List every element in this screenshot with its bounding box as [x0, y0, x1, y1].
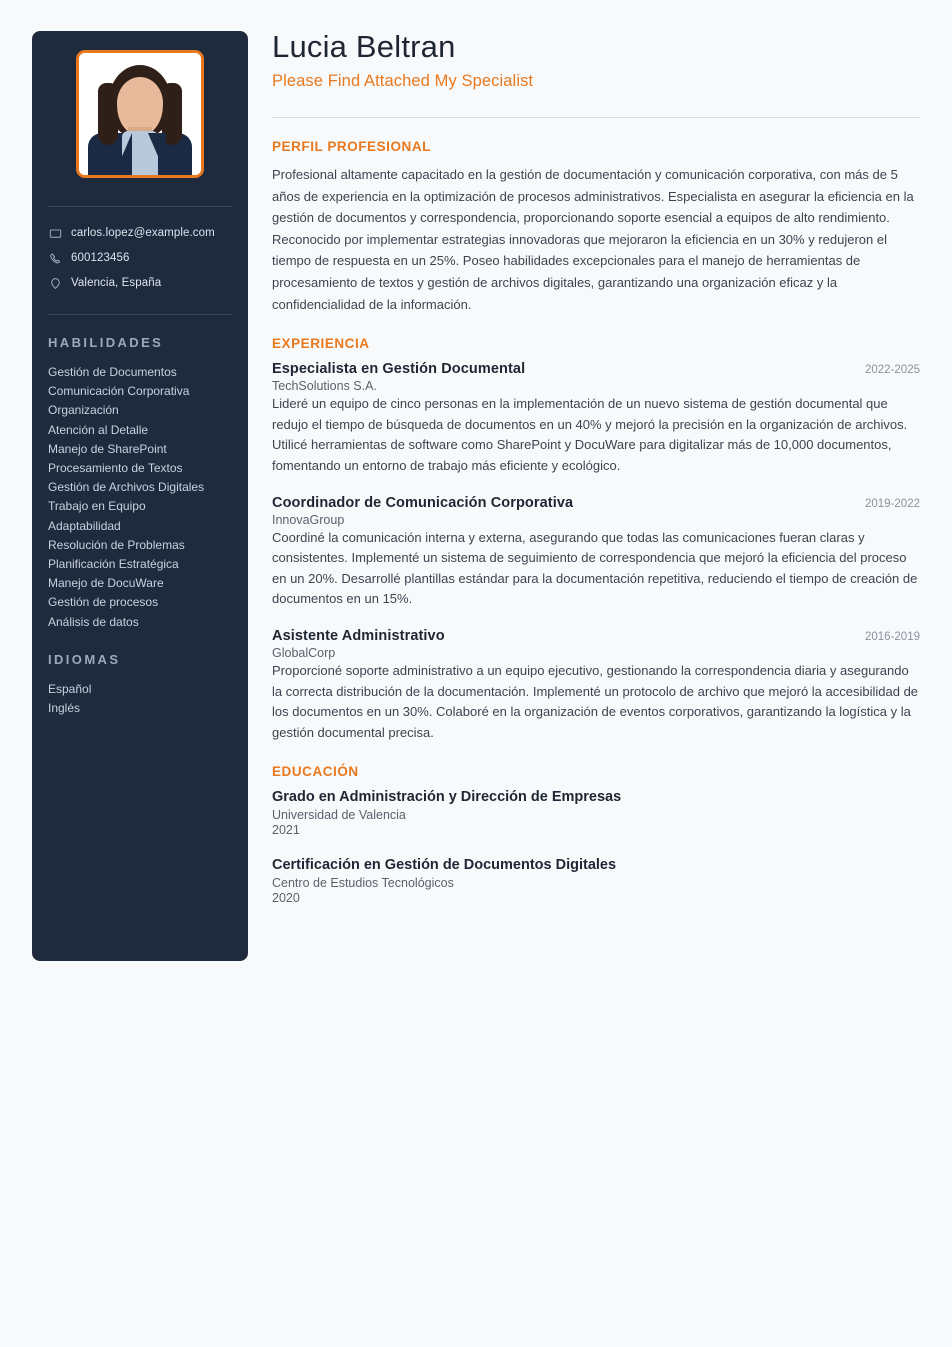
skills-heading: HABILIDADES — [48, 335, 164, 350]
degree-title: Grado en Administración y Dirección de Empresas — [272, 789, 622, 806]
degree-title: Certificación en Gestión de Documentos Digitales — [272, 857, 617, 874]
job-title: Especialista en Gestión Documental — [272, 361, 526, 378]
experience-entry — [272, 361, 920, 476]
section-heading-education: EDUCACIÓN — [272, 764, 359, 780]
list-item: Adaptabilidad — [48, 518, 121, 533]
list-item: Análisis de datos — [48, 614, 139, 629]
sidebar-divider-bottom — [48, 314, 232, 315]
graduation-year: 2021 — [272, 823, 300, 838]
list-item: Manejo de SharePoint — [48, 441, 167, 456]
list-item: Trabajo en Equipo — [48, 499, 146, 514]
page-title: Lucia Beltran — [272, 29, 456, 64]
list-item: Organización — [48, 403, 119, 418]
education-list — [272, 789, 920, 905]
contact-phone-value: 600123456 — [71, 252, 130, 264]
contact-email-value: carlos.lopez@example.com — [71, 227, 215, 239]
contact-location[interactable] — [48, 271, 232, 295]
profile-text: Profesional altamente capacitado en la gestión de documentación y comunicación corporativa, con más de 5 años de experiencia en la optimización de procesos administrativos. Especialista en asegurar la eficiencia en la gestión de documentos y correspondencia, proporcionando soporte esencial a equipos de alto rendimiento. Reconocido por implementar estrategias innovadoras que mejoraron la eficiencia en un 30% y redujeron el tiempo de respuesta en un 25%. Poseo habilidades excepcionales para el manejo de herramientas de procesamiento de textos y gestión de archivos digitales, garantizando una organización eficaz y la confidencialidad de la información. — [272, 167, 914, 312]
list-item: Manejo de DocuWare — [48, 576, 164, 591]
list-item: Inglés — [48, 701, 81, 716]
list-item: Procesamiento de Textos — [48, 461, 183, 476]
portrait-illustration — [79, 53, 201, 175]
experience-entry — [272, 495, 920, 610]
envelope-icon — [48, 226, 62, 240]
entry-header — [272, 495, 920, 511]
institution-name: Centro de Estudios Tecnológicos — [272, 876, 454, 891]
job-company: InnovaGroup — [272, 512, 345, 527]
job-company: GlobalCorp — [272, 645, 336, 660]
list-item: Comunicación Corporativa — [48, 384, 190, 399]
job-description: Proporcioné soporte administrativo a un equipo ejecutivo, gestionando la correspondencia diaria y asegurando la correcta distribución de la documentación. Implementé un protocolo de archivo que mejoró la accesibilidad de los documentos en un 30%. Colaboré en la organización de eventos corporativos, garantizando la logística y la gestión documental precisa. — [272, 662, 919, 740]
institution-name: Universidad de Valencia — [272, 808, 406, 823]
header-divider — [272, 117, 920, 118]
profile-photo — [76, 50, 204, 178]
job-date: 2016-2019 — [865, 630, 920, 643]
job-description: Coordiné la comunicación interna y externa, asegurando que todas las comunicaciones fueran claras y consistentes. Implementé un sistema de seguimiento de correspondencia que mejoró la eficiencia del proceso en un 20%. Desarrollé plantillas estándar para la documentación repetitiva, reduciendo el tiempo de creación de documentos en un 15%. — [272, 529, 918, 607]
graduation-year: 2020 — [272, 891, 300, 906]
list-item: Gestión de Documentos — [48, 365, 177, 379]
languages-section — [32, 652, 248, 718]
sidebar — [32, 31, 248, 961]
experience-list — [272, 361, 920, 743]
contact-phone[interactable] — [48, 246, 232, 270]
entry-header — [272, 628, 920, 644]
list-item: Resolución de Problemas — [48, 537, 185, 552]
list-item: Español — [48, 681, 92, 696]
education-entry — [272, 789, 920, 837]
contact-list — [32, 207, 248, 295]
list-item: Atención al Detalle — [48, 422, 149, 437]
list-item: Gestión de Archivos Digitales — [48, 480, 205, 495]
entry-header — [272, 361, 920, 377]
photo-container — [32, 50, 248, 178]
phone-icon — [48, 251, 62, 265]
main-content — [272, 28, 920, 905]
job-date: 2022-2025 — [865, 364, 920, 377]
section-heading-profile: PERFIL PROFESIONAL — [272, 139, 431, 154]
languages-heading: IDIOMAS — [48, 651, 121, 667]
location-pin-icon — [48, 276, 62, 290]
contact-email[interactable] — [48, 221, 232, 245]
job-title: Coordinador de Comunicación Corporativa — [272, 494, 574, 511]
list-item: Planificación Estratégica — [48, 557, 179, 572]
job-company: TechSolutions S.A. — [272, 379, 377, 394]
experience-entry — [272, 628, 920, 743]
skills-list — [32, 363, 248, 632]
languages-list — [32, 680, 248, 718]
headline: Please Find Attached My Specialist — [272, 72, 534, 90]
job-description: Lideré un equipo de cinco personas en la implementación de un nuevo sistema de gestión documental que redujo el tiempo de búsqueda de documentos en un 40% y mejoró la precisión en la organización de archivos. Utilicé herramientas de software como SharePoint y DocuWare para digitalizar más de 10,000 documentos, fomentando un entorno de trabajo más eficiente y ecológico. — [272, 396, 908, 473]
list-item: Gestión de procesos — [48, 595, 159, 610]
education-entry — [272, 857, 920, 905]
contact-location-value: Valencia, España — [71, 277, 162, 289]
job-title: Asistente Administrativo — [272, 627, 445, 644]
job-date: 2019-2022 — [865, 497, 920, 510]
section-heading-experience: EXPERIENCIA — [272, 336, 370, 352]
